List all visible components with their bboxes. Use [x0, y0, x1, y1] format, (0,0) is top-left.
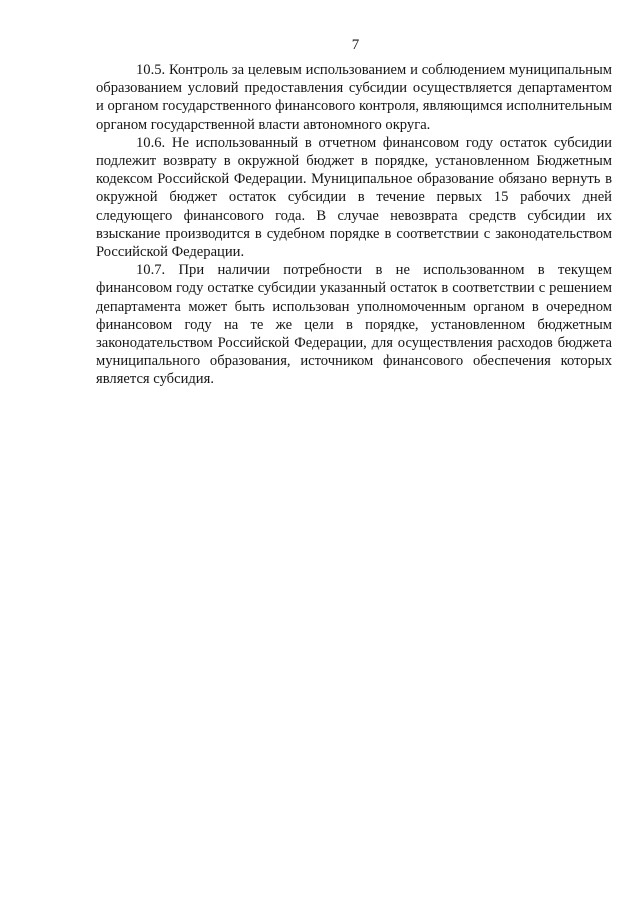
paragraph-10-6: 10.6. Не использованный в отчетном финансовом году остаток субсидии подлежит возврату в окружной бюджет в порядке, установленном Бюджетным кодексом Российской Федерации. Муниципальное образование обязано вернуть в окружной бюджет остаток субсидии в течение первых 15 рабочих дней следующего финансового года. В случае невозврата средств субсидии их взыскание производится в судебном порядке в соответствии с законодательством Российской Федерации.: [96, 134, 612, 261]
paragraph-10-5: 10.5. Контроль за целевым использованием и соблюдением муниципальным образованием условий предоставления субсидии осуществляется департаментом и органом государственного финансового контроля, являющимся исполнительным органом государственной власти автономного округа.: [96, 62, 612, 133]
paragraph-10-7: 10.7. При наличии потребности в не использованном в текущем финансовом году остатке субсидии указанный остаток в соответствии с решением департамента может быть использован уполномоченным органом в очередном финансовом году на те же цели в порядке, установленном бюджетным законодательством Российской Федерации, для осуществления расходов бюджета муниципального образования, источником финансового обеспечения которых является субсидия.: [96, 262, 612, 388]
document-body: [96, 61, 612, 389]
page-number: 7: [351, 37, 360, 53]
